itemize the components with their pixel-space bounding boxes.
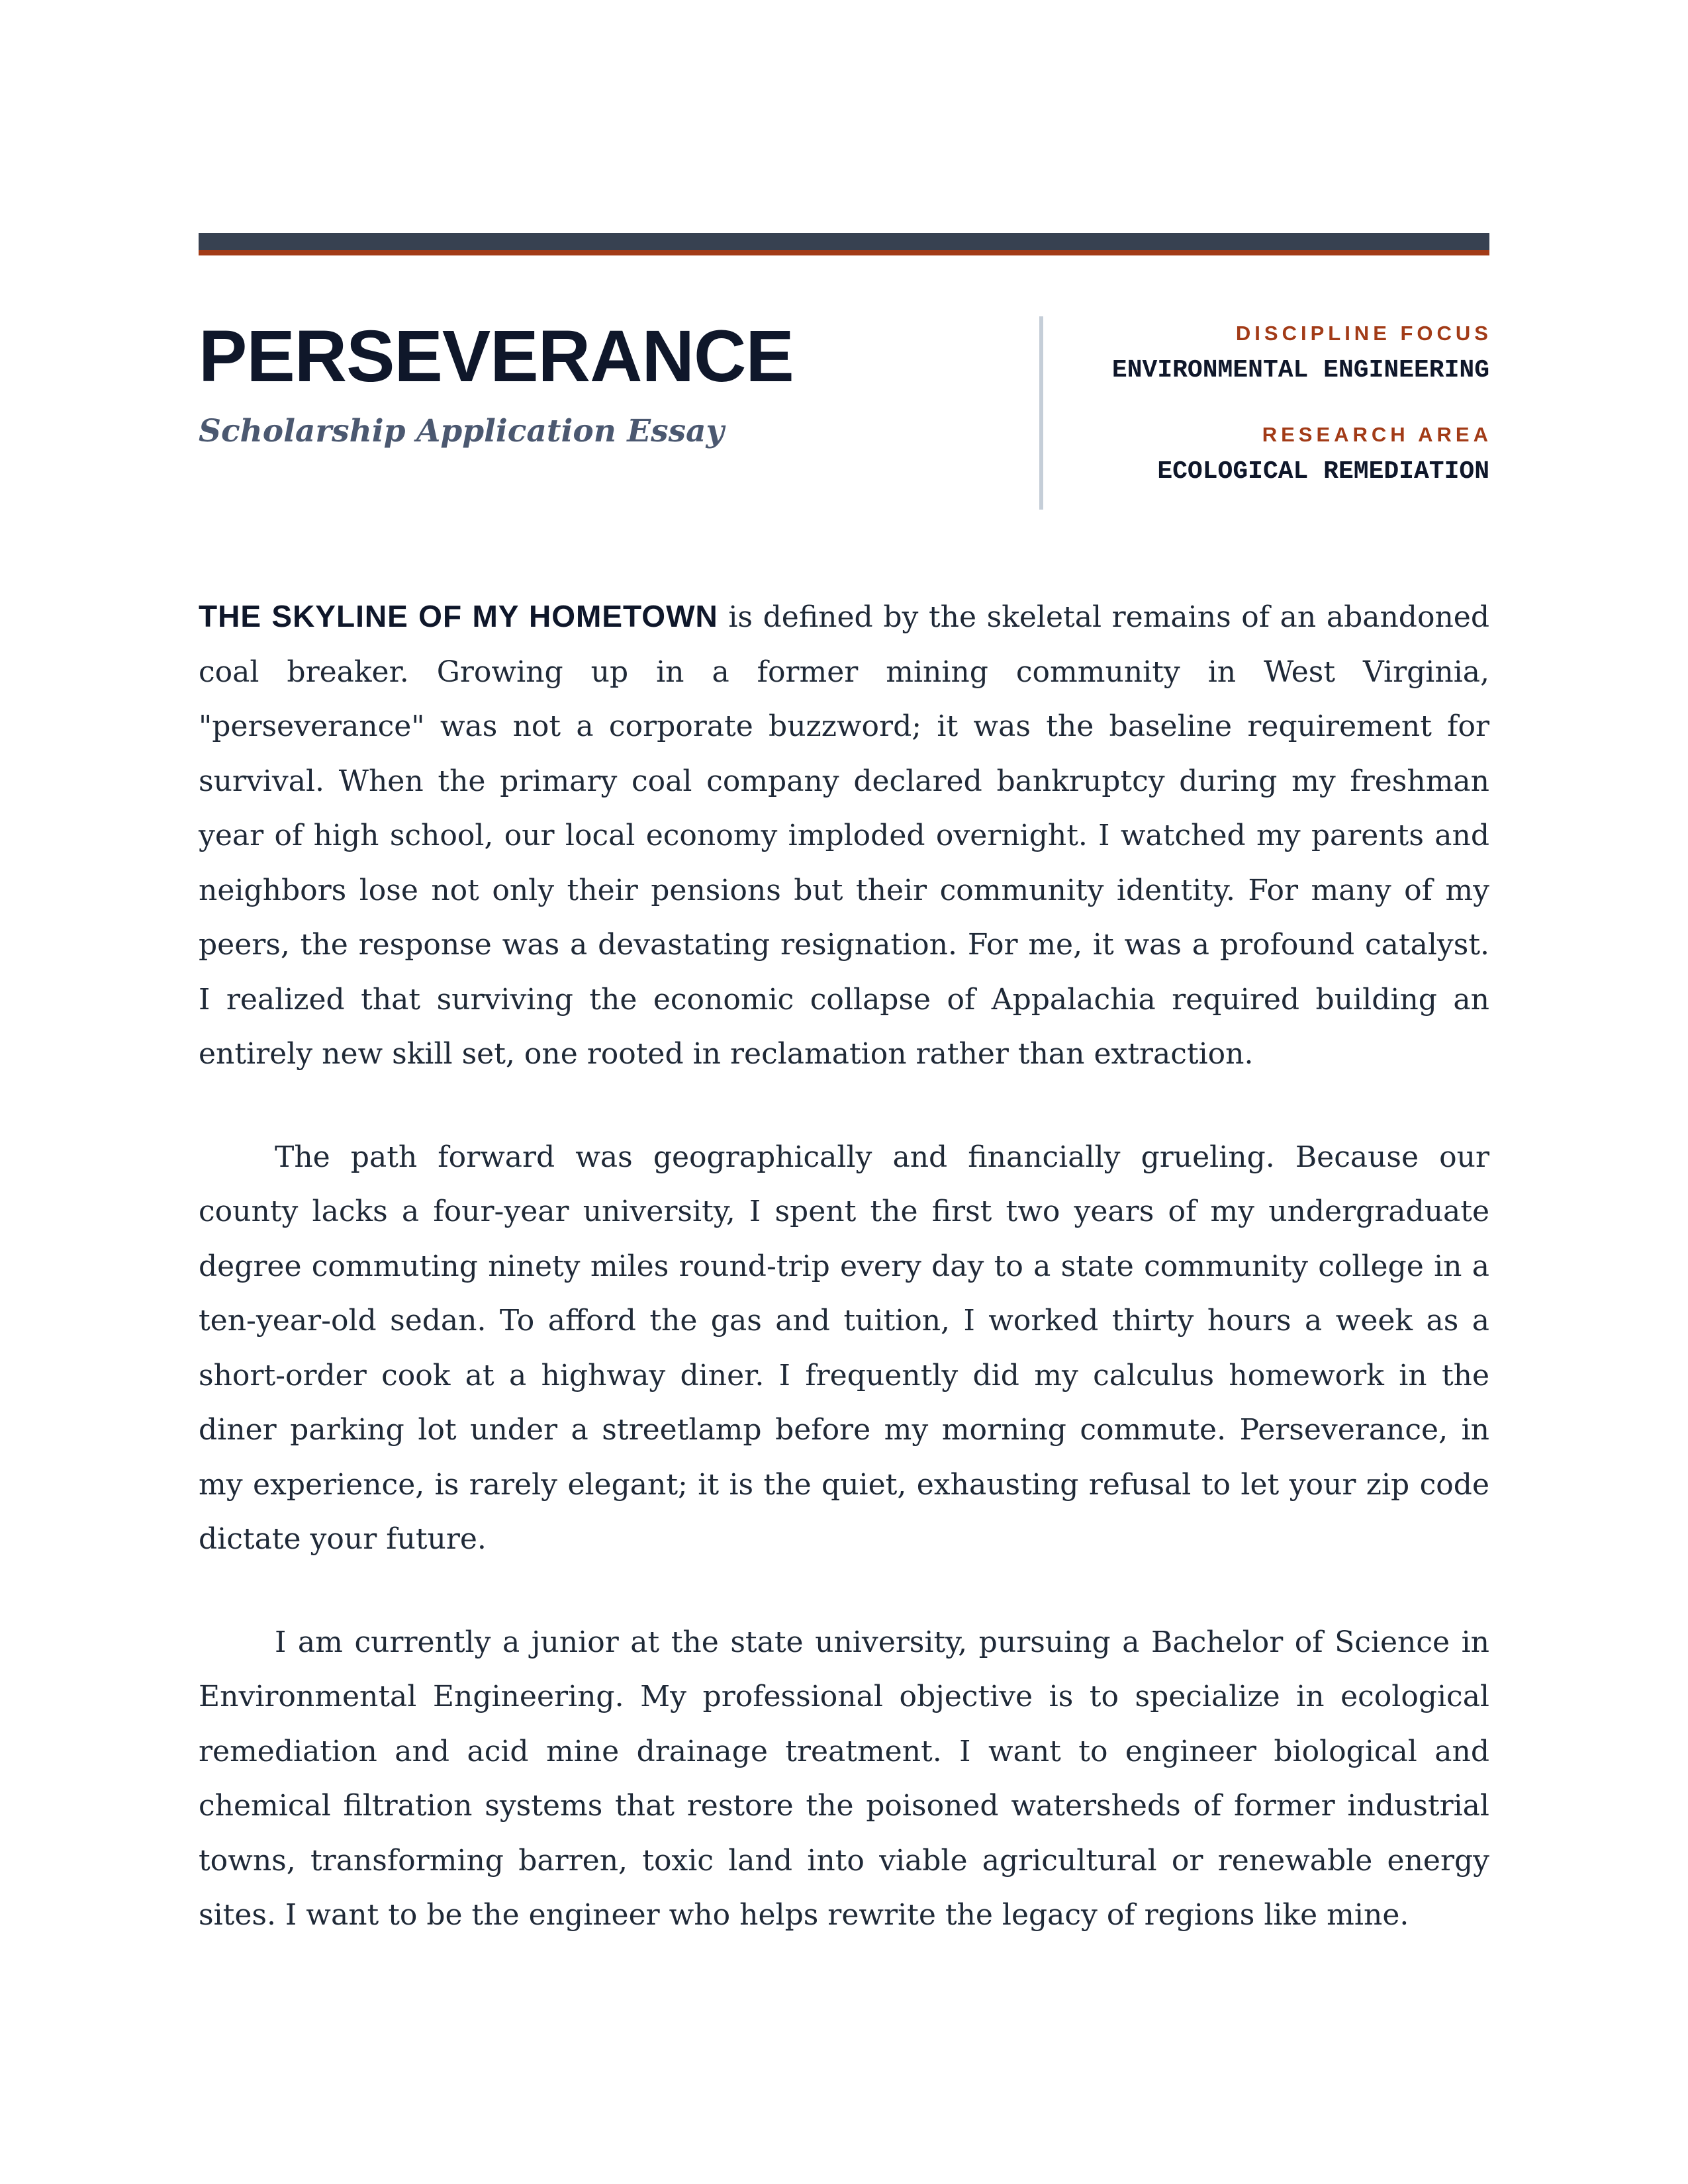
- top-rule: [199, 233, 1489, 255]
- essay-paragraph-3: I am currently a junior at the state university, pursuing a Bachelor of Science in Environmental Engineering. My professional objective is to specialize in ecological remediation and acid mine drainage treatment. I want to engineer biological and chemical filtration systems that restore the poisoned watersheds of former industrial towns, transforming barren, toxic land into viable agricultural or renewable energy sites. I want to be the engineer who helps rewrite the legacy of regions like mine.: [199, 1625, 1489, 1932]
- discipline-focus-label: DISCIPLINE FOCUS: [1235, 322, 1492, 345]
- meta-block: [1039, 316, 1492, 510]
- essay-body: [199, 589, 1489, 1943]
- page-title: PERSEVERANCE: [199, 316, 794, 397]
- essay-page: [199, 233, 1492, 1991]
- header: [199, 316, 1492, 510]
- research-area-label: RESEARCH AREA: [1262, 423, 1492, 446]
- essay-paragraph-1: [199, 589, 1489, 1082]
- page-subtitle: Scholarship Application Essay: [199, 413, 724, 449]
- title-block: [199, 316, 1039, 510]
- research-area-value: ECOLOGICAL REMEDIATION: [1157, 457, 1489, 486]
- lead-in: THE SKYLINE OF MY HOMETOWN: [199, 599, 718, 633]
- essay-paragraph-2: The path forward was geographically and financially grueling. Because our county lacks a four-year university, I spent the first two years of my undergraduate degree commuting ninety miles round-trip every day to a state community college in a ten-year-old sedan. To afford the gas and tuition, I worked thirty hours a week as a short-order cook at a highway diner. I frequently did my calculus homework in the diner parking lot under a streetlamp before my morning commute. Perseverance, in my experience, is rarely elegant; it is the quiet, exhausting refusal to let your zip code dictate your future.: [199, 1140, 1489, 1556]
- paragraph-text: is defined by the skeletal remains of an abandoned coal breaker. Growing up in a former mining community in West Virginia, "perseverance" was not a corporate buzzword; it was the baseline requirement for survival. When the primary coal company declared bankruptcy during my freshman year of high school, our local economy imploded overnight. I watched my parents and neighbors lose not only their pensions but their community identity. For many of my peers, the response was a devastating resignation. For me, it was a profound catalyst. I realized that surviving the economic collapse of Appalachia required building an entirely new skill set, one rooted in reclamation rather than extraction.: [199, 600, 1489, 1071]
- discipline-focus-value: ENVIRONMENTAL ENGINEERING: [1111, 356, 1489, 385]
